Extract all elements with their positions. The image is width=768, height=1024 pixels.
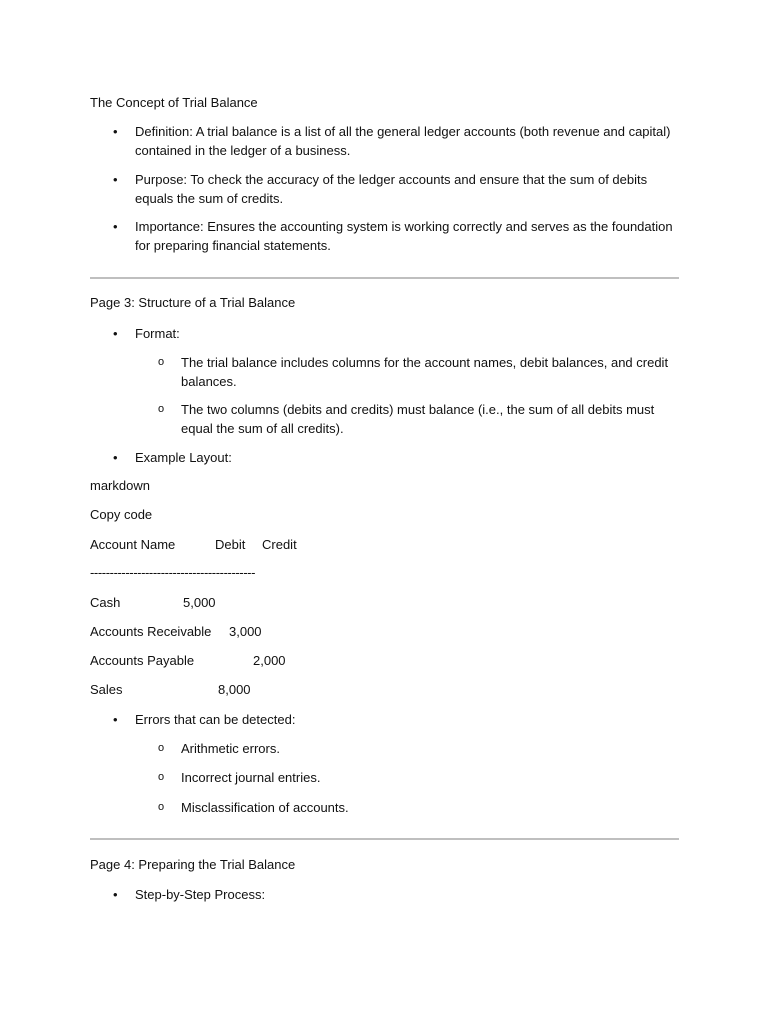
sub-bullet-misclassification	[158, 798, 681, 817]
row-account-sales: Sales	[90, 682, 123, 697]
bullet-text: Example Layout:	[135, 450, 232, 465]
bullet-purpose	[113, 170, 680, 208]
bullet-icon: •	[113, 887, 118, 902]
row-account-payable: Accounts Payable	[90, 653, 195, 668]
row-amount-cash: 5,000	[183, 595, 216, 610]
bullet-icon: •	[113, 450, 118, 465]
sub-bullet-columns	[158, 353, 681, 391]
circle-bullet-icon: o	[158, 356, 165, 368]
sub-bullet-text: Arithmetic errors.	[181, 741, 280, 756]
circle-bullet-icon: o	[158, 801, 165, 813]
bullet-text: Definition: A trial balance is a list of all the general ledger accounts (both revenue and capital) contained in the ledger of a business.	[135, 124, 671, 158]
bullet-example-layout	[113, 448, 680, 467]
bullet-icon: •	[113, 326, 118, 341]
bullet-icon: •	[113, 124, 118, 139]
sub-bullet-balance	[158, 400, 681, 438]
row-amount-receivable: 3,000	[229, 624, 262, 639]
table-header-debit: Debit	[215, 537, 246, 552]
bullet-errors	[113, 710, 680, 729]
circle-bullet-icon: o	[158, 742, 165, 754]
sub-bullet-text: The two columns (debits and credits) must balance (i.e., the sum of all debits must equal the sum of all credits).	[181, 402, 655, 436]
sub-bullet-text: The trial balance includes columns for the account names, debit balances, and credit balances.	[181, 355, 669, 389]
section-heading-trial-balance-concept: The Concept of Trial Balance	[90, 95, 258, 110]
bullet-text: Purpose: To check the accuracy of the ledger accounts and ensure that the sum of debits equals the sum of credits.	[135, 172, 648, 206]
bullet-text: Step-by-Step Process:	[135, 887, 266, 902]
copy-code-label: Copy code	[90, 507, 153, 522]
table-header-credit: Credit	[262, 537, 297, 552]
sub-bullet-text: Incorrect journal entries.	[181, 770, 321, 785]
bullet-text: Format:	[135, 326, 180, 341]
code-language-label: markdown	[90, 478, 150, 493]
bullet-definition	[113, 122, 680, 160]
bullet-text: Errors that can be detected:	[135, 712, 296, 727]
bullet-icon: •	[113, 712, 118, 727]
section-heading-preparing: Page 4: Preparing the Trial Balance	[90, 857, 296, 872]
horizontal-rule	[90, 838, 679, 840]
table-separator: ------------------------------------------	[90, 565, 256, 580]
row-account-receivable: Accounts Receivable	[90, 624, 212, 639]
horizontal-rule	[90, 277, 679, 279]
circle-bullet-icon: o	[158, 403, 165, 415]
sub-bullet-journal	[158, 768, 681, 787]
circle-bullet-icon: o	[158, 771, 165, 783]
row-account-cash: Cash	[90, 595, 121, 610]
bullet-icon: •	[113, 172, 118, 187]
sub-bullet-arithmetic	[158, 739, 681, 758]
bullet-step-by-step	[113, 885, 680, 904]
row-amount-sales: 8,000	[218, 682, 251, 697]
bullet-icon: •	[113, 219, 118, 234]
table-header-account: Account Name	[90, 537, 176, 552]
row-amount-payable: 2,000	[253, 653, 286, 668]
bullet-text: Importance: Ensures the accounting system is working correctly and serves as the foundation for preparing financial statements.	[135, 219, 673, 253]
bullet-format	[113, 324, 680, 343]
section-heading-structure: Page 3: Structure of a Trial Balance	[90, 295, 296, 310]
sub-bullet-text: Misclassification of accounts.	[181, 800, 349, 815]
bullet-importance	[113, 217, 680, 255]
